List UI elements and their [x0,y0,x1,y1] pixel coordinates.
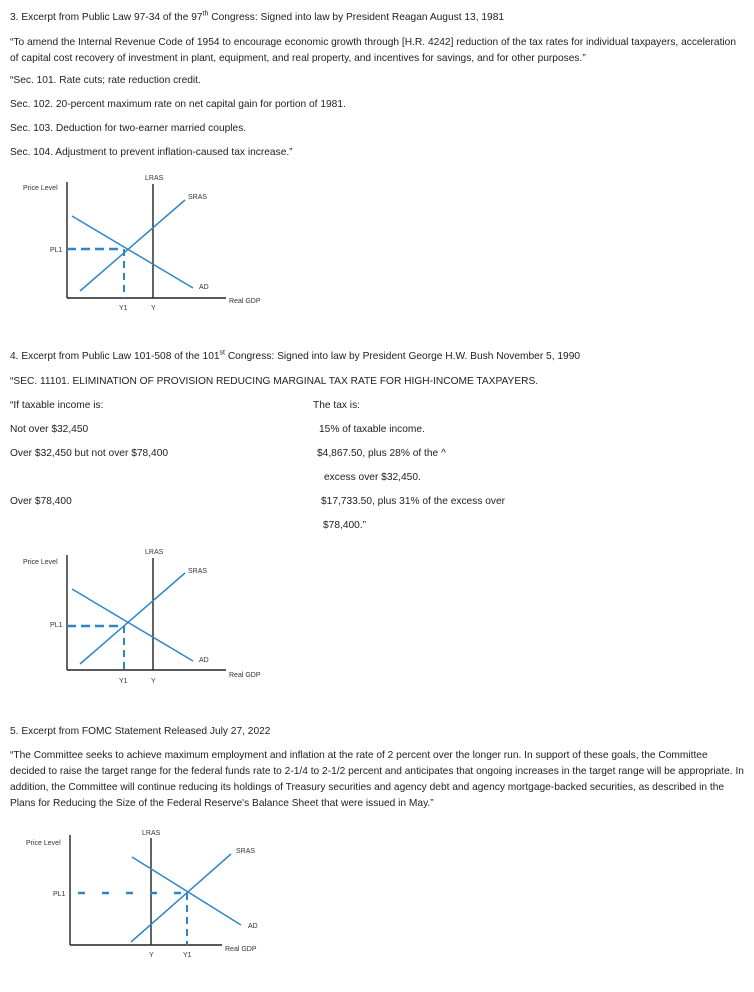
graph2-lras-label: LRAS [145,549,164,556]
graph2-y-axis-label: Price Level [23,559,58,566]
graph1-sras-label: SRAS [188,194,208,201]
section3-sec102: Sec. 102. 20-percent maximum rate on net capital gain for portion of 1981. [10,99,346,110]
graph3-lras-label: LRAS [142,830,161,837]
graph3-y-axis-label: Price Level [26,840,61,847]
graph3-sras-curve [131,854,231,942]
section4-heading-post: Congress: Signed into law by President George H.W. Bush November 5, 1990 [224,351,581,362]
graph1-pl-label: PL1 [50,247,63,254]
section3-sec104: Sec. 104. Adjustment to prevent inflation-caused tax increase.” [10,147,293,158]
graph3-x-axis-label: Real GDP [225,946,257,953]
graph1-y-axis-label: Price Level [23,185,58,192]
section4-row3-income: Over $78,400 [10,496,72,507]
graph2-y-label: Y [151,678,156,685]
graph1-lras-label: LRAS [145,175,164,182]
section3-sec101: “Sec. 101. Rate cuts; rate reduction credit. [10,75,201,86]
graph3-y-label: Y [149,952,154,959]
graph3-y1-label: Y1 [183,952,192,959]
section4-row2-tax: $4,867.50, plus 28% of the ^ [317,448,446,459]
graph3-ad-curve [132,857,241,925]
section4-heading-sup: st [219,349,225,357]
graph2-sras-label: SRAS [188,568,208,575]
graph1-x-axis-label: Real GDP [229,298,261,305]
section4-row1-tax: 15% of taxable income. [319,424,425,435]
section4-row2-tax-cont: excess over $32,450. [324,472,421,483]
graph2-ad-label: AD [199,657,209,664]
graph1-y1-label: Y1 [119,305,128,312]
section4-heading-pre: 4. Excerpt from Public Law 101-508 of the 101 [10,351,220,362]
graph1-ad-curve [72,216,193,288]
section3-quote: “To amend the Internal Revenue Code of 1954 to encourage economic growth through [H.R. 4242] reduction of the tax rates for individual taxpayers, acceleration of capital cost recovery of investment in plant, equipment, and real property, and incentives for savings, and for other purposes.” [10,37,737,64]
section4-heading [10,350,580,364]
section3-heading-post: Congress: Signed into law by President Reagan August 13, 1981 [208,12,505,23]
graph2-pl-label: PL1 [50,622,63,629]
section3-heading-pre: 3. Excerpt from Public Law 97-34 of the 97 [10,12,203,23]
section4-row3-tax-cont: $78,400.” [323,520,367,531]
section4-row1-income: Not over $32,450 [10,424,89,435]
graph1-y-label: Y [151,305,156,312]
section3-heading-sup: th [202,10,209,18]
graph2-sras-curve [80,573,185,664]
section5-heading: 5. Excerpt from FOMC Statement Released July 27, 2022 [10,726,271,737]
section5-quote: “The Committee seeks to achieve maximum employment and inflation at the rate of 2 percent over the longer run. In support of these goals, the Committee decided to raise the target range for the federal funds rate to 2-1/4 to 2-1/2 percent and anticipates that ongoing increases in the target range will be appropriate. In addition, the Committee will continue reducing its holdings of Treasury securities and agency debt and agency mortgage-backed securities, as described in the Plans for Reducing the Size of the Federal Reserve's Balance Sheet that were issued in May.” [10,750,744,809]
graph1-ad-label: AD [199,284,209,291]
graph2-x-axis-label: Real GDP [229,672,261,679]
graph3-sras-label: SRAS [236,848,256,855]
graph3-pl-label: PL1 [53,891,66,898]
section4-row2-income: Over $32,450 but not over $78,400 [10,448,169,459]
section4-col-income-header: “If taxable income is: [10,400,104,411]
graph1-sras-curve [80,200,185,291]
graph2-y1-label: Y1 [119,678,128,685]
graph2-ad-curve [72,589,193,661]
section4-col-tax-header: The tax is: [313,400,360,411]
section3-sec103: Sec. 103. Deduction for two-earner married couples. [10,123,247,134]
section4-row3-tax: $17,733.50, plus 31% of the excess over [321,496,506,507]
graph3-ad-label: AD [248,923,258,930]
section4-sec-title: “SEC. 11101. ELIMINATION OF PROVISION REDUCING MARGINAL TAX RATE FOR HIGH-INCOME TAXPAYERS. [10,376,539,387]
section3-heading [10,11,504,25]
